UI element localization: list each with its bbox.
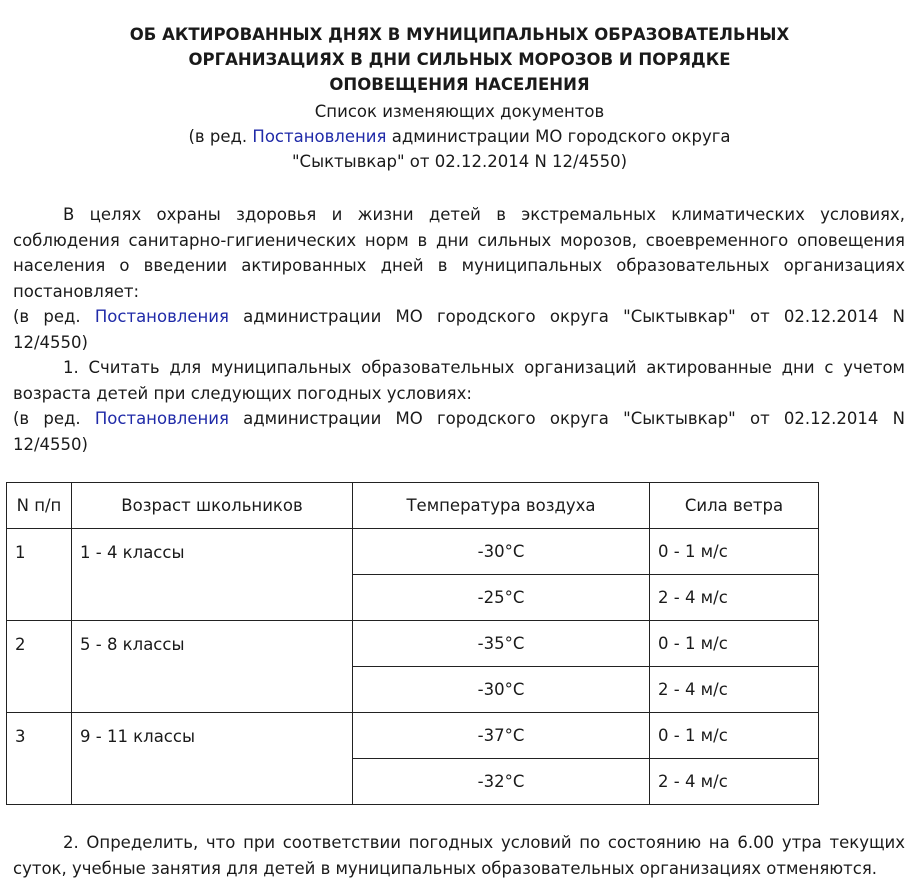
list-caption: Список изменяющих документов: [314, 102, 605, 121]
edition-ref-1-line-2: 12/4550): [13, 332, 88, 352]
row-number: 2: [7, 621, 72, 713]
row-age: 5 - 8 классы: [72, 621, 353, 713]
row-wind: 0 - 1 м/с: [650, 529, 819, 575]
row-age: 1 - 4 классы: [72, 529, 353, 621]
intro-paragraph: В целях охраны здоровья и жизни детей в экстремальных климатических условиях, соблюдения санитарно-гигиенических норм в дни сильных морозов, своевременного оповещения населения о введении актированных дней в муниципальных образовательных организациях постановляет:: [13, 205, 905, 301]
row-wind: 0 - 1 м/с: [650, 713, 819, 759]
edition-ref-1: [13, 304, 905, 355]
header-edition-ref: [0, 124, 919, 149]
row-temperature: -25°С: [353, 575, 650, 621]
item-1-paragraph: 1. Считать для муниципальных образовательных организаций актированные дни с учетом возраста детей при следующих погодных условиях:: [13, 358, 905, 403]
edition-ref-2: [13, 406, 905, 457]
header-cell-temperature: Температура воздуха: [353, 483, 650, 529]
document-title-line-1: ОБ АКТИРОВАННЫХ ДНЯХ В МУНИЦИПАЛЬНЫХ ОБРАЗОВАТЕЛЬНЫХ: [129, 25, 790, 44]
header-ref-line-2: "Сыктывкар" от 02.12.2014 N 12/4550): [291, 152, 628, 171]
header-ref-suffix: администрации МО городского округа: [391, 127, 731, 146]
edition-ref-2-line-1: (в ред. Постановления администрации МО городского округа "Сыктывкар" от 02.12.2014 N: [13, 406, 905, 432]
edition-ref-2-link[interactable]: Постановления: [94, 409, 229, 428]
header-ref-link[interactable]: Постановления: [252, 127, 387, 146]
document-title-line-3: ОПОВЕЩЕНИЯ НАСЕЛЕНИЯ: [329, 75, 590, 94]
header-cell-wind: Сила ветра: [650, 483, 819, 529]
row-temperature: -32°С: [353, 759, 650, 805]
row-temperature: -30°С: [353, 529, 650, 575]
edition-ref-1-line-1: (в ред. Постановления администрации МО городского округа "Сыктывкар" от 02.12.2014 N: [13, 304, 905, 330]
weather-conditions-table: [6, 482, 819, 805]
row-wind: 0 - 1 м/с: [650, 621, 819, 667]
row-wind: 2 - 4 м/с: [650, 575, 819, 621]
header-ref-prefix: (в ред.: [188, 127, 248, 146]
row-temperature: -30°С: [353, 667, 650, 713]
edition-ref-2-line-2: 12/4550): [13, 434, 88, 454]
row-number: 3: [7, 713, 72, 805]
table-row: [7, 621, 819, 667]
table-header-row: [7, 483, 819, 529]
table-row: [7, 529, 819, 575]
row-temperature: -37°С: [353, 713, 650, 759]
row-temperature: -35°С: [353, 621, 650, 667]
row-number: 1: [7, 529, 72, 621]
header-cell-age: Возраст школьников: [72, 483, 353, 529]
row-wind: 2 - 4 м/с: [650, 667, 819, 713]
row-wind: 2 - 4 м/с: [650, 759, 819, 805]
table-row: [7, 713, 819, 759]
document-title-line-2: ОРГАНИЗАЦИЯХ В ДНИ СИЛЬНЫХ МОРОЗОВ И ПОРЯДКЕ: [188, 50, 731, 69]
row-age: 9 - 11 классы: [72, 713, 353, 805]
edition-ref-1-link[interactable]: Постановления: [94, 307, 229, 326]
item-2-paragraph: 2. Определить, что при соответствии погодных условий по состоянию на 6.00 утра текущих суток, учебные занятия для детей в муниципальных образовательных организациях отменяются.: [13, 833, 905, 878]
header-cell-number: N п/п: [7, 483, 72, 529]
